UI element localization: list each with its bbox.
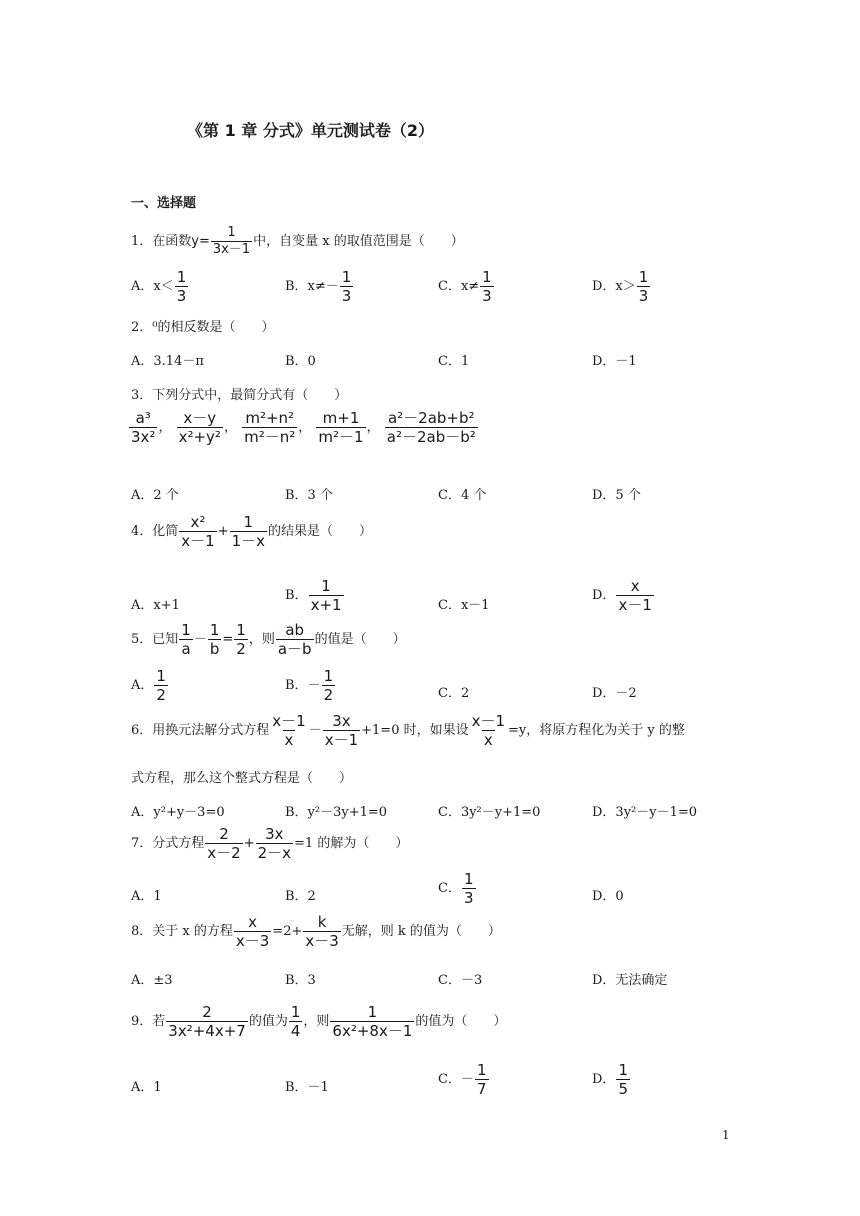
fraction-denominator: 3 xyxy=(176,287,187,305)
option-fraction xyxy=(480,269,494,304)
option-label: B．－ xyxy=(285,678,321,693)
q6-option-c[interactable]: C．3y²－y+1=0 xyxy=(438,805,541,820)
q1-option-c[interactable] xyxy=(438,269,495,304)
q8-option-d[interactable]: D．无法确定 xyxy=(592,973,668,988)
fraction-denominator: 5 xyxy=(618,1080,628,1098)
q3-option-d[interactable]: D．5 个 xyxy=(592,488,641,503)
q7-option-b[interactable]: B．2 xyxy=(285,889,316,904)
fraction-denominator: x－2 xyxy=(207,844,241,862)
option-fraction xyxy=(616,1062,630,1097)
separator: ， xyxy=(223,420,237,435)
option-fraction xyxy=(616,578,653,613)
option-label: C．x≠ xyxy=(438,279,480,294)
fraction-numerator: 2 xyxy=(202,1003,212,1021)
q6-option-a[interactable]: A．y²+y－3=0 xyxy=(131,805,225,820)
fraction-denominator: 3 xyxy=(341,287,352,305)
fraction-numerator: 1 xyxy=(156,667,166,685)
q5-fraction-1 xyxy=(179,622,193,657)
fraction-numerator: x xyxy=(248,913,258,931)
fraction-numerator: 3x xyxy=(332,712,351,730)
fraction-numerator: 1 xyxy=(463,870,474,888)
fraction-numerator: m+1 xyxy=(322,409,360,427)
q7-option-a[interactable]: A．1 xyxy=(131,889,162,904)
section-heading: 一、选择题 xyxy=(131,196,197,211)
question-5-post: 的值是（ ） xyxy=(314,632,406,647)
q3-option-b[interactable]: B．3 个 xyxy=(285,488,333,503)
option-label: B． xyxy=(285,588,308,603)
q4-option-d[interactable] xyxy=(592,578,655,613)
fraction-denominator: m²－n² xyxy=(244,428,296,446)
separator: ， xyxy=(298,420,312,435)
fraction-denominator: 3 xyxy=(638,287,649,305)
fraction-denominator: a xyxy=(181,640,191,658)
fraction-numerator: x－y xyxy=(183,409,217,427)
q8-option-a[interactable]: A．±3 xyxy=(131,973,173,988)
fraction-numerator: 1 xyxy=(236,621,246,639)
fraction-numerator: a³ xyxy=(135,409,151,427)
fraction-denominator: 2 xyxy=(323,686,334,704)
option-label: A． xyxy=(131,678,154,693)
option-fraction xyxy=(340,269,354,304)
question-8-mid: =2+ xyxy=(272,924,303,939)
question-4-post: 的结果是（ ） xyxy=(268,524,373,539)
option-fraction xyxy=(637,269,651,304)
question-6 xyxy=(131,713,685,748)
fraction-numerator: 1 xyxy=(290,1003,301,1021)
q8-option-b[interactable]: B．3 xyxy=(285,973,316,988)
option-label: D．x＞ xyxy=(592,279,636,294)
q2-option-a[interactable]: A．3.14－π xyxy=(131,354,204,369)
fraction-denominator: 3 xyxy=(463,889,474,907)
fraction-numerator: 2 xyxy=(219,825,229,843)
q5-option-a[interactable] xyxy=(131,668,169,703)
q2-option-b[interactable]: B．0 xyxy=(285,354,316,369)
question-6-line-2: 式方程，那么这个整式方程是（ ） xyxy=(131,771,353,786)
fraction-numerator: 1 xyxy=(181,621,191,639)
question-5-mid: ，则 xyxy=(248,632,275,647)
q6-fraction-2 xyxy=(323,713,360,748)
question-1 xyxy=(131,226,464,257)
fraction-numerator: 1 xyxy=(243,513,254,531)
minus-sign: － xyxy=(193,632,207,647)
fraction-denominator: 2 xyxy=(156,686,166,704)
q5-fraction-3 xyxy=(234,622,248,657)
fraction-denominator: 7 xyxy=(476,1080,487,1098)
option-fraction xyxy=(309,578,344,613)
option-fraction xyxy=(462,871,476,906)
q5-fraction-2 xyxy=(208,622,222,657)
q1-option-b[interactable] xyxy=(285,269,354,304)
question-9 xyxy=(131,1004,506,1039)
q3-fraction-3 xyxy=(242,410,297,445)
question-6-pre: 6．用换元法解分式方程 xyxy=(131,723,270,738)
plus-sign: + xyxy=(243,836,255,851)
option-label: D． xyxy=(592,588,616,603)
question-6-post: =y，将原方程化为关于 y 的整 xyxy=(508,723,685,738)
fraction-denominator: x xyxy=(483,731,493,749)
q9-option-b[interactable]: B．－1 xyxy=(285,1080,329,1095)
option-label: D． xyxy=(592,1072,616,1087)
fraction-numerator: 1 xyxy=(341,268,352,286)
question-5-pre: 5．已知 xyxy=(131,632,179,647)
q8-fraction-2 xyxy=(303,914,340,949)
option-fraction xyxy=(322,668,336,703)
q1-option-d[interactable] xyxy=(592,269,651,304)
fraction-numerator: 1 xyxy=(367,1003,378,1021)
question-1-y: y= xyxy=(191,234,210,249)
page-number: 1 xyxy=(722,1128,730,1142)
option-label: C． xyxy=(438,881,461,896)
q5-option-c[interactable]: C．2 xyxy=(438,686,470,701)
question-2: 2．⁰的相反数是（ ） xyxy=(131,320,275,335)
q9-option-c[interactable] xyxy=(438,1062,490,1097)
question-9-post: 的值为（ ） xyxy=(415,1014,507,1029)
fraction-denominator: a－b xyxy=(277,640,312,658)
q5-fraction-4 xyxy=(276,622,314,657)
q3-fraction-1 xyxy=(129,410,157,445)
question-8-pre: 8．关于 x 的方程 xyxy=(131,924,233,939)
fraction-numerator: 1 xyxy=(638,268,649,286)
option-fraction xyxy=(175,269,189,304)
q3-fraction-2 xyxy=(177,410,223,445)
fraction-numerator: ab xyxy=(285,621,305,639)
q8-option-c[interactable]: C．－3 xyxy=(438,973,483,988)
fraction-denominator: 6x²+8x－1 xyxy=(332,1022,413,1040)
fraction-numerator: 1 xyxy=(209,621,220,639)
fraction-denominator: x－1 xyxy=(181,532,215,550)
fraction-denominator: x－3 xyxy=(305,932,339,950)
fraction-denominator: x+1 xyxy=(310,596,342,614)
fraction-denominator: 3x² xyxy=(131,428,156,446)
q4-fraction-2 xyxy=(230,514,267,549)
question-6-mid: +1=0 时，如果设 xyxy=(361,723,469,738)
fraction-numerator: 1 xyxy=(323,667,334,685)
q4-fraction-1 xyxy=(179,514,216,549)
plus-sign: + xyxy=(217,524,229,539)
question-1-pre: 1．在函数 xyxy=(131,234,192,249)
fraction-denominator: 3x²+4x+7 xyxy=(168,1022,246,1040)
fraction-numerator: 1 xyxy=(321,577,331,595)
q6-option-d[interactable]: D．3y²－y－1=0 xyxy=(592,805,698,820)
fraction-numerator: m²+n² xyxy=(245,409,295,427)
fraction-numerator: 1 xyxy=(476,1061,487,1079)
question-8 xyxy=(131,914,501,949)
fraction-denominator: 3 xyxy=(482,287,492,305)
question-1-post: 中，自变量 x 的取值范围是（ ） xyxy=(253,234,464,249)
separator: ， xyxy=(366,420,380,435)
fraction-denominator: 4 xyxy=(290,1022,301,1040)
fraction-numerator: a²－2ab+b² xyxy=(387,409,475,427)
q6-fraction-3 xyxy=(470,713,507,748)
question-4-pre: 4．化简 xyxy=(131,524,179,539)
q7-option-d[interactable]: D．0 xyxy=(592,889,624,904)
option-fraction xyxy=(154,668,168,703)
question-1-fraction xyxy=(211,226,252,257)
fraction-numerator: x² xyxy=(190,513,206,531)
question-9-mid2: ，则 xyxy=(303,1014,330,1029)
question-8-post: 无解，则 k 的值为（ ） xyxy=(341,924,501,939)
fraction-denominator: m²－1 xyxy=(318,428,364,446)
q6-fraction-1 xyxy=(270,713,307,748)
question-5 xyxy=(131,622,406,657)
fraction-denominator: 2－x xyxy=(257,844,292,862)
option-label: B．x≠－ xyxy=(285,279,339,294)
q3-fraction-4 xyxy=(316,410,365,445)
q9-option-d[interactable] xyxy=(592,1062,631,1097)
page-title: 《第 1 章 分式》单元测试卷（2） xyxy=(187,121,434,140)
q9-fraction-2 xyxy=(289,1004,303,1039)
fraction-denominator: b xyxy=(209,640,220,658)
question-4 xyxy=(131,514,372,549)
fraction-denominator: x－1 xyxy=(324,731,359,749)
question-9-pre: 9．若 xyxy=(131,1014,166,1029)
q4-option-c[interactable]: C．x－1 xyxy=(438,598,490,613)
fraction-numerator: x－1 xyxy=(272,712,306,730)
fraction-numerator: k xyxy=(317,913,327,931)
q7-option-c[interactable] xyxy=(438,871,477,906)
separator: ， xyxy=(158,420,172,435)
q4-option-a[interactable]: A．x+1 xyxy=(131,598,180,613)
fraction-numerator: 1 xyxy=(482,268,492,286)
minus-sign: － xyxy=(308,723,322,738)
question-7 xyxy=(131,826,408,861)
question-3: 3．下列分式中，最简分式有（ ） xyxy=(131,388,348,403)
q3-option-c[interactable]: C．4 个 xyxy=(438,488,487,503)
equals-sign: = xyxy=(222,632,234,647)
question-3-fractions xyxy=(128,410,479,445)
q7-fraction-2 xyxy=(256,826,293,861)
q9-option-a[interactable]: A．1 xyxy=(131,1080,162,1095)
q2-option-c[interactable]: C．1 xyxy=(438,354,470,369)
fraction-denominator: 3x－1 xyxy=(212,242,251,257)
q9-fraction-1 xyxy=(166,1004,248,1039)
question-7-pre: 7．分式方程 xyxy=(131,836,205,851)
fraction-denominator: a²－2ab－b² xyxy=(386,428,476,446)
q9-fraction-3 xyxy=(330,1004,414,1039)
fraction-numerator: 1 xyxy=(176,268,187,286)
q2-option-d[interactable]: D．－1 xyxy=(592,354,637,369)
q1-option-a[interactable] xyxy=(131,269,189,304)
q3-fraction-5 xyxy=(385,410,478,445)
fraction-numerator: 1 xyxy=(618,1061,628,1079)
option-label: C．－ xyxy=(438,1072,474,1087)
q5-option-b[interactable] xyxy=(285,668,336,703)
q7-fraction-1 xyxy=(205,826,242,861)
question-7-post: =1 的解为（ ） xyxy=(294,836,409,851)
fraction-numerator: x－1 xyxy=(471,712,506,730)
option-label: A．x＜ xyxy=(131,279,174,294)
fraction-numerator: 3x xyxy=(265,825,284,843)
q3-option-a[interactable]: A．2 个 xyxy=(131,488,179,503)
fraction-numerator: 1 xyxy=(227,225,236,240)
fraction-denominator: 1－x xyxy=(231,532,266,550)
fraction-denominator: x xyxy=(284,731,294,749)
q8-fraction-1 xyxy=(234,914,271,949)
q4-option-b[interactable] xyxy=(285,578,345,613)
fraction-denominator: 2 xyxy=(236,640,246,658)
option-fraction xyxy=(475,1062,489,1097)
fraction-denominator: x－3 xyxy=(235,932,270,950)
q6-option-b[interactable]: B．y²－3y+1=0 xyxy=(285,805,388,820)
fraction-denominator: x－1 xyxy=(618,596,652,614)
q5-option-d[interactable]: D．－2 xyxy=(592,686,637,701)
fraction-numerator: x xyxy=(630,577,640,595)
question-9-mid: 的值为 xyxy=(248,1014,288,1029)
fraction-denominator: x²+y² xyxy=(178,428,221,446)
